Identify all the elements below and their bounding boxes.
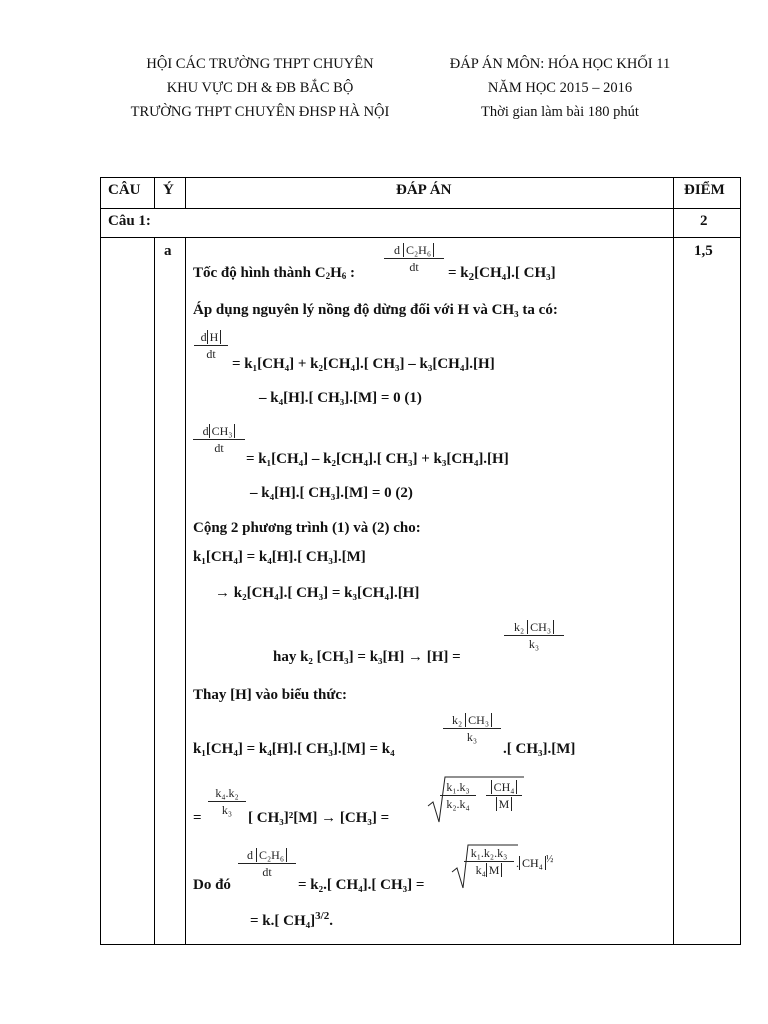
header-duration: Thời gian làm bài 180 phút <box>481 104 639 120</box>
fraction-k2CH3-k3: $\frac{\text{k₂ CH₃}}{\text{k₃}}$ <box>443 713 501 745</box>
fraction-k1k2k3-k4M: $\frac{\text{k₁.k₂.k₃}}{\text{k₄ M}}$ <box>464 846 514 878</box>
answer-line-rate: Tốc độ hình thành C2H6 : <box>193 265 355 281</box>
fraction-k1k3-k2k4: $\frac{\text{k₁.k₃}}{\text{k₂.k₄}}$ <box>440 780 476 812</box>
answer-line-sum: Cộng 2 phương trình (1) và (2) cho: <box>193 520 421 536</box>
answer-line-substitute: Thay [H] vào biểu thức: <box>193 687 348 703</box>
answer-line-k1-subst-tail: .[ CH₃].[M] <box>503 741 576 757</box>
col-header-y: Ý <box>163 182 174 198</box>
answer-line-eq2: – k₄[H].[ CH₃].[M] = 0 (2) <box>250 485 413 501</box>
answer-line-rate-final: = k₂.[ CH₄].[ CH₃] = <box>298 877 425 893</box>
question-points: 2 <box>700 213 708 229</box>
fraction-dH-dt: $\frac{\text{d H}}{dt}$ <box>194 330 228 362</box>
answer-line-k2: → k₂[CH₄].[ CH₃] = k₃[CH₄].[H] <box>215 585 420 601</box>
col-header-diem: ĐIỂM <box>684 182 725 198</box>
header-year: NĂM HỌC 2015 – 2016 <box>487 80 633 96</box>
header-org-line3: TRƯỜNG THPT CHUYÊN ĐHSP HÀ NỘI <box>130 104 390 120</box>
col-header-dapan: ĐÁP ÁN <box>396 182 452 198</box>
question-label: Câu 1: <box>108 213 151 229</box>
header-org-line1: HỘI CÁC TRƯỜNG THPT CHUYÊN <box>146 56 374 72</box>
answer-line-equals: = <box>193 810 202 826</box>
answer-line-rate-rhs: = $k_2[CH_4]$.[ CH₃] <box>448 265 556 283</box>
fraction-CH4-M: $\frac{\text{CH₄}}{M}$ <box>486 780 522 812</box>
answer-line-steady-state: Áp dụng nguyên lý nồng độ dừng đối với H và CH₃ ta có: <box>193 302 558 318</box>
answer-line-therefore: Do đó <box>193 877 231 893</box>
fraction-dC2H6-dt: $\frac{\text{d C₂H₆}}{dt}$ <box>384 243 444 275</box>
answer-line-eq1: – k₄[H].[ CH₃].[M] = 0 (1) <box>259 390 422 406</box>
part-points: 1,5 <box>694 243 713 259</box>
fraction-H-value: $\frac{\text{k₂ CH₃}}{\text{k₃}}$ <box>504 620 564 652</box>
header-subject: ĐÁP ÁN MÔN: HÓA HỌC KHỐI 11 <box>449 56 671 72</box>
answer-line-dCH3-eq: = k₁[CH₄] – k₂[CH₄].[ CH₃] + k₃[CH₄].[H] <box>246 451 509 467</box>
CH4-power-half: . CH₄ $^{\frac{1}{2}}$ <box>516 854 554 870</box>
fraction-dC2H6-dt-2: $\frac{\text{d C₂H₆}}{dt}$ <box>238 848 296 880</box>
fraction-k4k2-k3: $\frac{\text{k₄.k₂}}{\text{k₃}}$ <box>208 786 246 818</box>
answer-line-k1-subst: k₁[CH₄] = k₄[H].[ CH₃].[M] = k₄ <box>193 741 395 757</box>
answer-line-k1: k₁[CH₄] = k₄[H].[ CH₃].[M] <box>193 549 366 565</box>
answer-line-H-expr: hay k₂ [CH₃] = k₃[H] → [H] = <box>273 649 461 665</box>
part-label: a <box>164 243 172 259</box>
answer-line-dH-eq: = k₁[CH₄] + k₂[CH₄].[ CH₃] – k₃[CH₄].[H] <box>232 356 495 372</box>
answer-line-rate-law: = k.[ CH₄]$^{3/2}$. <box>250 910 333 929</box>
fraction-dCH3-dt: d CH₃ dt <box>193 424 245 456</box>
col-header-cau: CÂU <box>108 182 141 198</box>
answer-line-CH3-result: [ CH₃]²[M] → [CH₃] = <box>248 810 390 826</box>
header-org-line2: KHU VỰC DH & ĐB BẮC BỘ <box>166 80 354 96</box>
